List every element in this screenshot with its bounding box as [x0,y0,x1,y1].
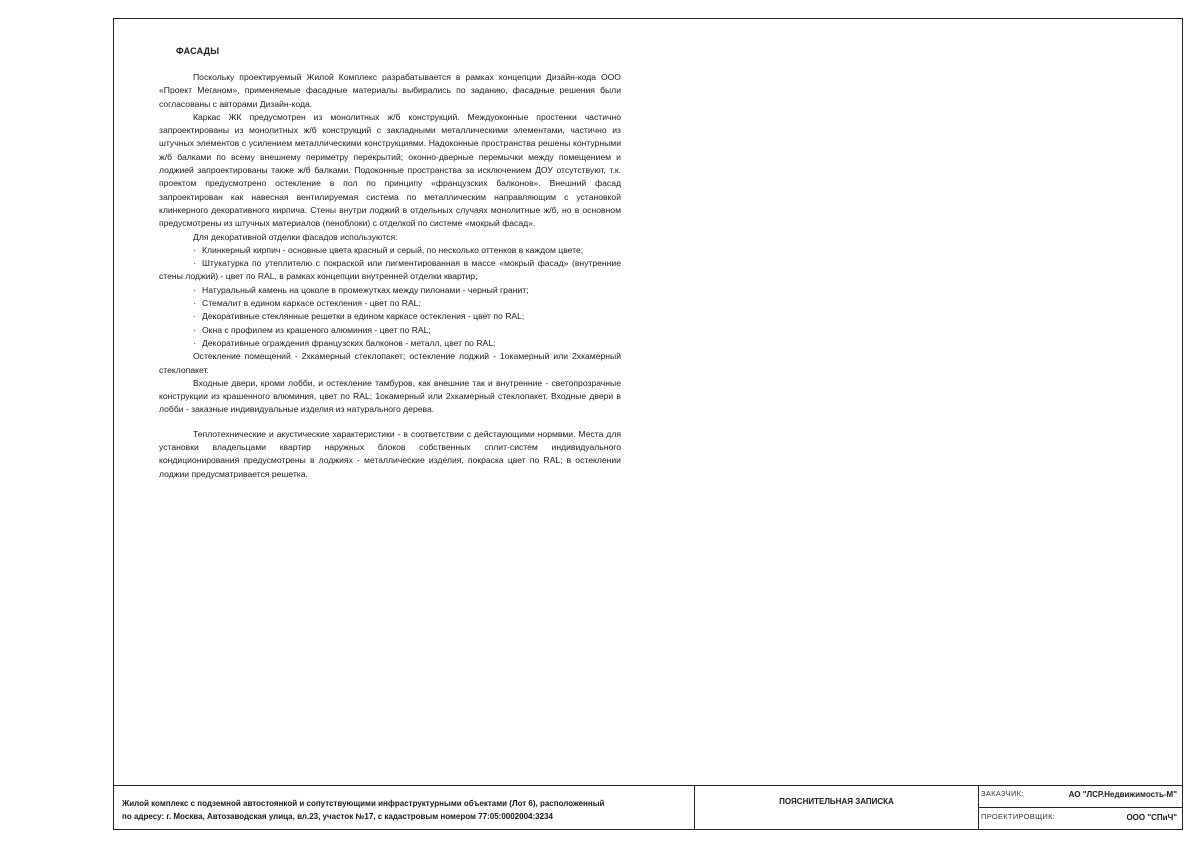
list-item [159,284,621,297]
list-item-text: Декоративные стеклянные решетки в едином каркасе остекления - цвет по RAL; [202,311,525,322]
title-block [113,785,1183,830]
list-item [159,324,621,337]
paragraph-design-code: Поскольку проектируемый Жилой Комплекс разрабатывается в рамках концепции Дизайн-кода ООО «Проект Меганом», применяемые фасадные материалы выбирались по заданию, фасадные решения были согласованы с авторами Дизайн-кода. [159,72,621,109]
bullet-marker: · [193,324,196,335]
paragraph-thermal-acoustic: Теплотехнические и акустические характеристики - в соответствии с дейстаующими нормвми. Места для установки владельцами квартир наружных блоков собственных сплит-систем индивидуального кондиционирования предусмотрены в лоджиях - металлические изделия, покраска цвет по RAL; в остеклении лоджии предусматривается решетка. [159,428,621,479]
customer-label: ЗАКАЗЧИК: [981,789,1024,798]
list-item-text: Клинкерный кирпич - основные цвета красный и серый, по несколько оттенков в каждом цвете; [202,244,584,255]
list-item-text: Штукатурка по утеплителю с покраской или пигментированная в массе «мокрый фасад» (внутренние стены лоджий) - цвет по RAL, в рамках концепции внутренней отделки квартир; [159,258,621,282]
title-block-parties [979,786,1183,830]
object-name-line-1: Жилой комплекс с подземной автостоянкой и сопутствующими инфраструктурными объектами (Лот 6), расположенный [122,799,605,808]
list-item [159,257,621,284]
paragraph-decor-intro: Для декоративной отделки фасадов используются: [193,231,398,242]
customer-row [979,786,1183,808]
list-item-text: Натуральный камень на цоколе в промежутках между пилонами - черный гранит; [202,284,529,295]
list-item-text: Стемалит в едином каркасе остекления - цвет по RAL; [202,298,421,309]
designer-value: ООО "СПиЧ" [1126,813,1177,822]
bullet-marker: · [193,311,196,322]
object-name-line-2: по адресу: г. Москва, Автозаводская улица, вл.23, участок №17, с кадастровым номером 77:05:0002004:3234 [122,812,553,821]
paragraph-entrance-doors: Входные двери, кроми лобби, и остекление тамбуров, как внешние так и внутренние - светопрозрачные конструкции из крашенного влюминия, цвет по RAL; 1окамерный или 2хкамерный стеклопакет. Входные двери в лобби - заказные индивидуальные изделия из натурального дерева. [159,377,621,415]
list-item [159,244,621,257]
decor-materials-list [159,244,621,350]
list-item-text: Окна с профилем из крашеного алюминия - цвет по RAL; [202,324,431,335]
bullet-marker: · [193,337,196,348]
list-item-text: Декоративные ограждения французских балконов - металл, цвет по RAL; [202,337,496,348]
designer-row [979,808,1183,830]
explanatory-text [159,71,621,481]
bullet-marker: · [193,284,196,295]
section-heading: ФАСАДЫ [176,46,220,56]
designer-label: ПРОЕКТИРОВЩИК: [981,812,1056,821]
document-name: ПОЯСНИТЕЛЬНАЯ ЗАПИСКА [695,786,979,830]
list-item [159,297,621,310]
paragraph-glazing: Остекление помещений - 2хкамерный стеклопакет; остекление лоджий - 1окамерный или 2хкамерный стеклопакет. [159,351,621,375]
bullet-marker: · [193,244,196,255]
customer-value: АО "ЛСР.Недвижимость-М" [1068,790,1177,799]
bullet-marker: · [193,258,196,269]
title-block-object [113,786,695,830]
paragraph-frame: Каркас ЖК предусмотрен из монолитных ж/б конструкций. Междуоконные простенки частично запроектированы из монолитных ж/б конструкций с закладными металлическими элементами, частично из штучных элементов с усилением металлическими конструкциями. Надоконные пространства решены контурными ж/б балками по всему внешнему периметру перекрытий; оконно-дверные перемычки между помещением и лоджией запроектированы также ж/б балками. Подоконные пространства за исключением ДОУ отсутствуют, т.к. проектом предусмотрено остекление в пол по принципу «французских балконов». Внешний фасад запроектирован как навесная вентилируемая система по металлическим направляющим с установкой клинкерного декоративного кирпича. Стены внутри лоджий в отдельных случаях монолитные ж/б, но в основном предусмотрены из штучных материалов (пеноблоки) с отделкой по системе «мокрый фасад». [159,111,621,229]
list-item [159,310,621,323]
bullet-marker: · [193,298,196,309]
list-item [159,337,621,350]
